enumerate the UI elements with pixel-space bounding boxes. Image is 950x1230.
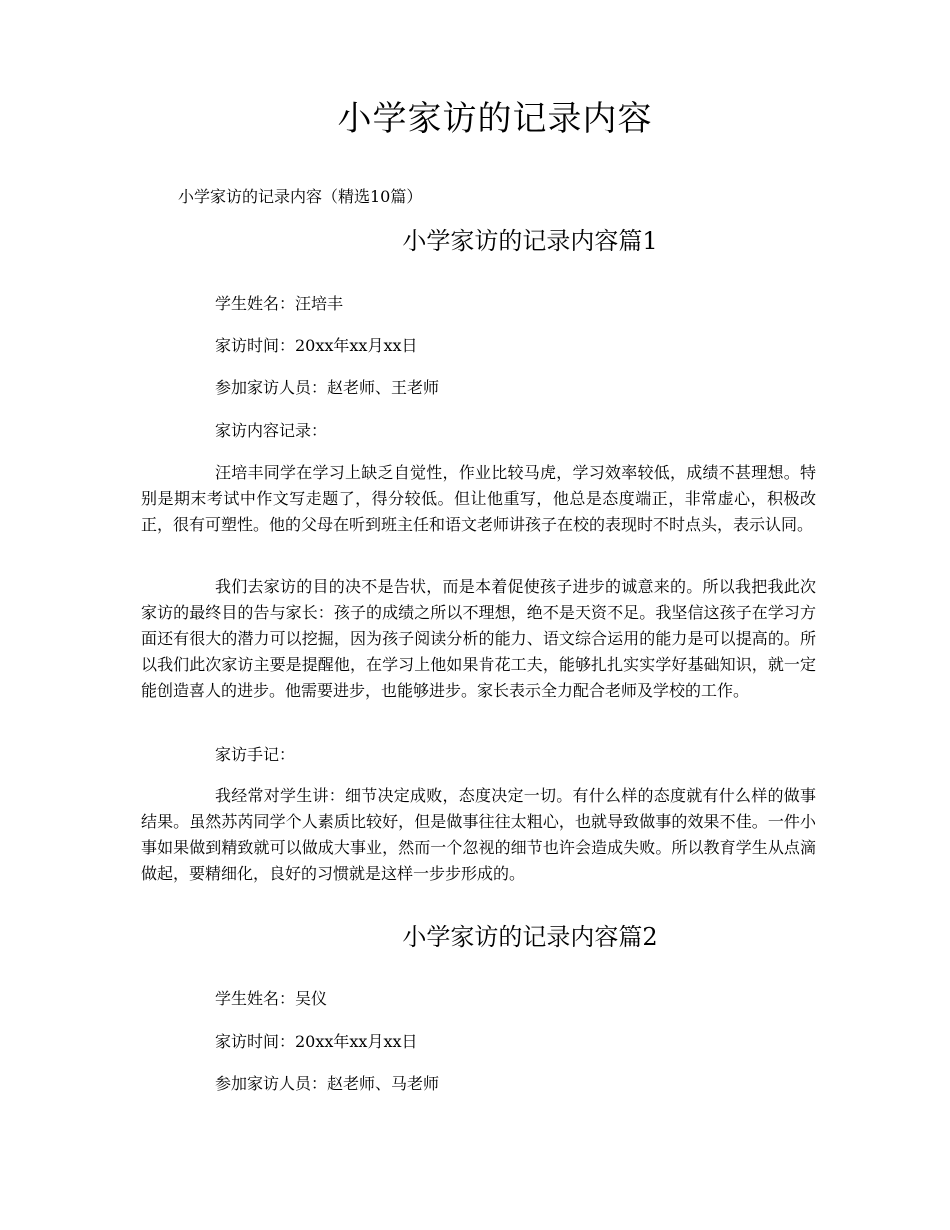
section-2-visit-time: 家访时间：20xx年xx月xx日 bbox=[215, 1032, 418, 1051]
section-1-content-label: 家访内容记录： bbox=[215, 421, 328, 440]
section-1-paragraph-3: 我经常对学生讲：细节决定成败，态度决定一切。有什么样的态度就有什么样的做事结果。虽然苏芮同学个人素质比较好，但是做事往往太粗心，也就导致做事的效果不佳。一件小事如果做到精致就可以做成大事业，然而一个忽视的细节也许会造成失败。所以教育学生从点滴做起，要精细化，良好的习惯就是这样一步步形成的。 bbox=[141, 786, 816, 883]
section-1-visit-time: 家访时间：20xx年xx月xx日 bbox=[215, 336, 418, 355]
section-1-notes-label: 家访手记： bbox=[215, 745, 296, 764]
section-1-participants: 参加家访人员：赵老师、王老师 bbox=[215, 378, 440, 397]
section-2-participants: 参加家访人员：赵老师、马老师 bbox=[215, 1074, 440, 1093]
section-2-heading: 小学家访的记录内容篇2 bbox=[402, 923, 658, 951]
section-1-paragraph-2: 我们去家访的目的决不是告状，而是本着促使孩子进步的诚意来的。所以我把我此次家访的最终目的告与家长：孩子的成绩之所以不理想，绝不是天资不足。我坚信这孩子在学习方面还有很大的潜力可以挖掘，因为孩子阅读分析的能力、语文综合运用的能力是可以提高的。所以我们此次家访主要是提醒他，在学习上他如果肯花工夫，能够扎扎实实学好基础知识，就一定能创造喜人的进步。他需要进步，也能够进步。家长表示全力配合老师及学校的工作。 bbox=[141, 577, 816, 700]
section-2-student-name: 学生姓名：吴仪 bbox=[215, 989, 328, 1008]
section-1-heading: 小学家访的记录内容篇1 bbox=[402, 227, 658, 255]
document-subtitle: 小学家访的记录内容（精选10篇） bbox=[178, 187, 423, 206]
section-1-student-name: 学生姓名：汪培丰 bbox=[215, 294, 344, 313]
document-title: 小学家访的记录内容 bbox=[337, 99, 653, 139]
section-1-paragraph-1: 汪培丰同学在学习上缺乏自觉性，作业比较马虎，学习效率较低，成绩不甚理想。特别是期末考试中作文写走题了，得分较低。但让他重写，他总是态度端正，非常虚心，积极改正，很有可塑性。他的父母在听到班主任和语文老师讲孩子在校的表现时不时点头，表示认同。 bbox=[141, 463, 816, 534]
